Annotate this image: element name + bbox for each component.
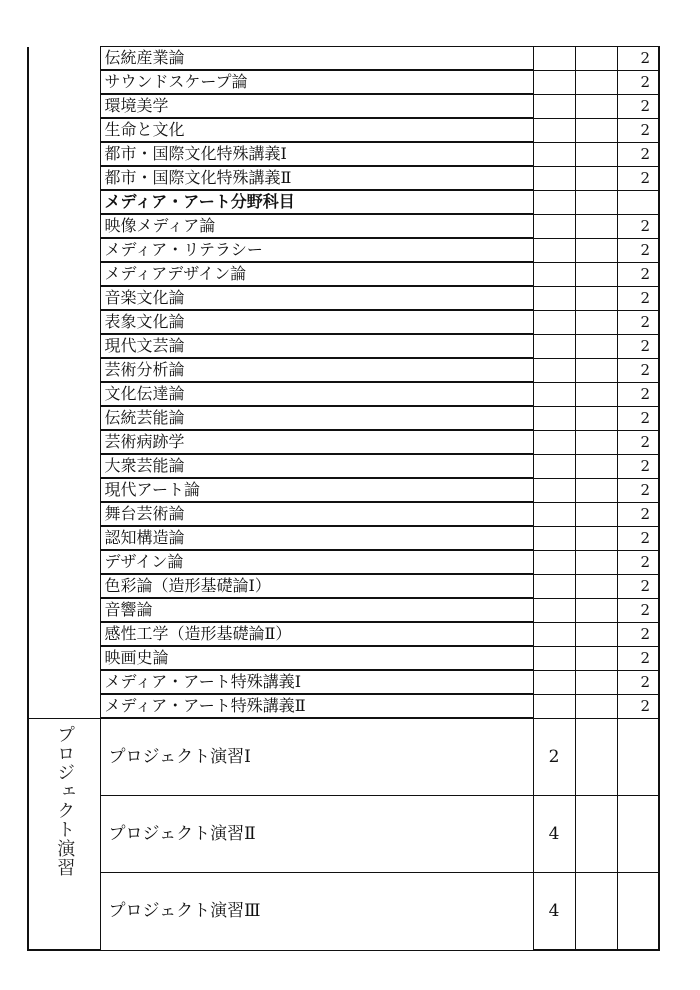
elective-credit-cell: 2 [617,142,659,166]
elective-credit-cell: 2 [617,262,659,286]
required-credit-cell [533,478,575,502]
required-credit-cell [533,694,575,718]
section-header-label: メディア・アート分野科目 [100,190,533,214]
course-name: メディア・アート特殊講義Ⅱ [100,694,533,718]
course-row [28,646,659,670]
required-credit-cell [533,118,575,142]
course-name: 感性工学（造形基礎論Ⅱ） [100,622,533,646]
elective-credit-cell [617,873,659,951]
required-credit-cell [533,454,575,478]
required-credit-cell [533,94,575,118]
category-column-cell [28,47,100,719]
required-credit-cell [533,526,575,550]
elective-credit-cell: 2 [617,694,659,718]
required-credit-cell [533,334,575,358]
course-row [28,70,659,94]
course-name: 認知構造論 [100,526,533,550]
elective-credit-cell: 2 [617,502,659,526]
elective-required-credit-cell [575,502,617,526]
required-credit-cell [533,262,575,286]
course-name: 芸術分析論 [100,358,533,382]
course-row [28,622,659,646]
course-row [28,694,659,718]
course-row [28,214,659,238]
elective-credit-cell: 2 [617,47,659,71]
course-name: 現代アート論 [100,478,533,502]
required-credit-cell [533,670,575,694]
course-name: 表象文化論 [100,310,533,334]
required-credit-cell [533,190,575,214]
required-credit-cell [533,142,575,166]
elective-credit-cell: 2 [617,622,659,646]
course-name: デザイン論 [100,550,533,574]
required-credit-cell: 4 [533,873,575,951]
elective-credit-cell: 2 [617,478,659,502]
elective-required-credit-cell [575,70,617,94]
elective-required-credit-cell [575,214,617,238]
required-credit-cell [533,598,575,622]
elective-required-credit-cell [575,238,617,262]
elective-required-credit-cell [575,382,617,406]
elective-credit-cell: 2 [617,358,659,382]
section-header-row [28,190,659,214]
elective-required-credit-cell [575,646,617,670]
required-credit-cell [533,310,575,334]
elective-required-credit-cell [575,118,617,142]
course-row [28,526,659,550]
course-name: 大衆芸能論 [100,454,533,478]
course-row [28,502,659,526]
course-row [28,166,659,190]
elective-required-credit-cell [575,262,617,286]
required-credit-cell [533,47,575,71]
elective-required-credit-cell [575,873,617,951]
elective-credit-cell: 2 [617,574,659,598]
elective-credit-cell [617,190,659,214]
elective-credit-cell: 2 [617,94,659,118]
required-credit-cell [533,430,575,454]
elective-required-credit-cell [575,526,617,550]
elective-required-credit-cell [575,310,617,334]
elective-required-credit-cell [575,47,617,71]
course-row [28,550,659,574]
elective-required-credit-cell [575,406,617,430]
elective-credit-cell: 2 [617,118,659,142]
course-row [28,430,659,454]
project-row [28,873,659,951]
elective-credit-cell: 2 [617,670,659,694]
curriculum-table [27,46,660,951]
elective-credit-cell [617,718,659,796]
course-name: メディア・リテラシー [100,238,533,262]
required-credit-cell [533,622,575,646]
course-row [28,47,659,71]
project-name: プロジェクト演習Ⅲ [100,873,533,951]
course-row [28,598,659,622]
elective-credit-cell: 2 [617,166,659,190]
course-name: 色彩論（造形基礎論Ⅰ） [100,574,533,598]
elective-credit-cell: 2 [617,550,659,574]
course-name: サウンドスケープ論 [100,70,533,94]
elective-required-credit-cell [575,598,617,622]
elective-required-credit-cell [575,166,617,190]
required-credit-cell [533,214,575,238]
course-name: 映画史論 [100,646,533,670]
course-name: 映像メディア論 [100,214,533,238]
elective-credit-cell: 2 [617,406,659,430]
curriculum-table-body [28,47,659,951]
course-row [28,478,659,502]
elective-required-credit-cell [575,622,617,646]
course-name: メディア・アート特殊講義Ⅰ [100,670,533,694]
required-credit-cell [533,238,575,262]
elective-required-credit-cell [575,670,617,694]
course-name: 環境美学 [100,94,533,118]
elective-required-credit-cell [575,478,617,502]
required-credit-cell [533,286,575,310]
elective-credit-cell: 2 [617,310,659,334]
required-credit-cell [533,502,575,526]
elective-required-credit-cell [575,718,617,796]
course-name: 舞台芸術論 [100,502,533,526]
course-name: 都市・国際文化特殊講義Ⅰ [100,142,533,166]
elective-required-credit-cell [575,190,617,214]
required-credit-cell [533,166,575,190]
course-row [28,310,659,334]
project-category-cell [28,718,100,950]
course-name: 音響論 [100,598,533,622]
required-credit-cell [533,550,575,574]
elective-credit-cell: 2 [617,70,659,94]
course-name: 文化伝達論 [100,382,533,406]
course-name: 伝統産業論 [100,47,533,71]
required-credit-cell [533,646,575,670]
elective-credit-cell: 2 [617,646,659,670]
elective-required-credit-cell [575,454,617,478]
elective-credit-cell: 2 [617,286,659,310]
elective-credit-cell: 2 [617,430,659,454]
course-row [28,382,659,406]
elective-credit-cell: 2 [617,238,659,262]
course-row [28,142,659,166]
course-row [28,574,659,598]
project-name: プロジェクト演習Ⅰ [100,718,533,796]
elective-required-credit-cell [575,142,617,166]
course-name: メディアデザイン論 [100,262,533,286]
course-row [28,334,659,358]
elective-required-credit-cell [575,550,617,574]
required-credit-cell [533,406,575,430]
required-credit-cell: 4 [533,796,575,873]
required-credit-cell [533,358,575,382]
elective-required-credit-cell [575,574,617,598]
elective-credit-cell: 2 [617,454,659,478]
elective-required-credit-cell [575,94,617,118]
required-credit-cell [533,382,575,406]
course-row [28,286,659,310]
course-row [28,454,659,478]
course-name: 現代文芸論 [100,334,533,358]
project-row [28,796,659,873]
course-row [28,94,659,118]
elective-credit-cell: 2 [617,382,659,406]
course-name: 都市・国際文化特殊講義Ⅱ [100,166,533,190]
course-row [28,358,659,382]
elective-credit-cell: 2 [617,214,659,238]
elective-required-credit-cell [575,334,617,358]
elective-credit-cell [617,796,659,873]
course-name: 伝統芸能論 [100,406,533,430]
course-name: 生命と文化 [100,118,533,142]
course-row [28,406,659,430]
elective-required-credit-cell [575,358,617,382]
elective-credit-cell: 2 [617,598,659,622]
elective-required-credit-cell [575,430,617,454]
elective-credit-cell: 2 [617,526,659,550]
elective-required-credit-cell [575,796,617,873]
course-name: 音楽文化論 [100,286,533,310]
required-credit-cell: 2 [533,718,575,796]
course-row [28,238,659,262]
project-row [28,718,659,796]
elective-credit-cell: 2 [617,334,659,358]
required-credit-cell [533,70,575,94]
elective-required-credit-cell [575,694,617,718]
course-row [28,262,659,286]
course-name: 芸術病跡学 [100,430,533,454]
elective-required-credit-cell [575,286,617,310]
project-name: プロジェクト演習Ⅱ [100,796,533,873]
course-row [28,670,659,694]
project-category-label: プロジェクト演習 [54,724,76,877]
required-credit-cell [533,574,575,598]
course-row [28,118,659,142]
